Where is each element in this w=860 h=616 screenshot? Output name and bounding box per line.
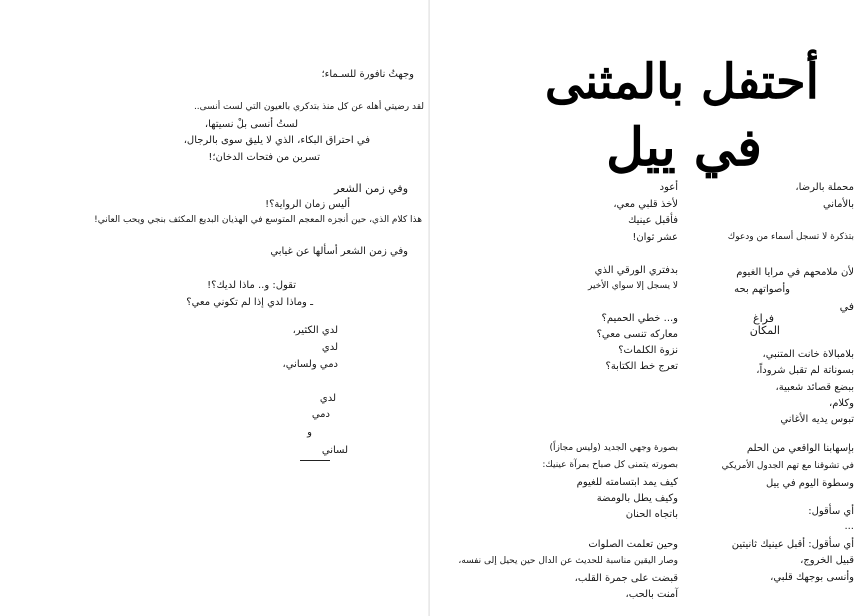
left-block5-line: و: [307, 427, 312, 438]
right-colB-line: تعرج خط الكتابة؟: [605, 361, 678, 372]
left-block5-line: دمي: [311, 409, 330, 420]
page-title-line-2: في ييل: [606, 117, 762, 178]
left-block2-line: وفي زمن الشعر: [334, 182, 408, 195]
right-colB-line: أعود: [659, 182, 678, 193]
left-intro-line: لستُ أنسى بلْ نسيتها،: [204, 119, 298, 130]
right-colB-line: بدفتري الورقي الذي: [594, 265, 678, 276]
left-block3-line: وفي زمن الشعر أسألها عن غيابي: [270, 246, 408, 257]
right-colB-line: قبضت على جمرة القلب،: [574, 573, 678, 584]
right-colA-line: ببضع قصائد شعبية،: [775, 382, 854, 393]
left-intro-line: في احتراق البكاء، الذي لا يليق سوى بالرجال،: [183, 135, 370, 146]
left-block4-line: لدي الكثير،: [292, 325, 338, 336]
right-colA-line: في تشوقنا مع تهم الجدول الأمريكي: [721, 461, 854, 471]
right-colB-line: بصورته يتمنى كل صباح بمرآة عينيك:: [542, 460, 678, 470]
right-colB-line: كيف يمد ابتسامته للغيوم: [576, 477, 678, 488]
left-block2-line: أليس زمان الرواية؟!: [265, 199, 350, 210]
right-colB-line: وحين تعلمت الصلوات: [588, 539, 678, 550]
left-block3-line: ـ وماذا لدي إذا لم تكوني معي؟: [186, 297, 313, 308]
right-colA-line: فراغ: [753, 312, 774, 325]
right-colA-line: في: [839, 300, 854, 313]
right-colA-line: تبوس يديه الأغاني: [780, 414, 854, 425]
right-colB-line: وصار اليقين مناسبة للحديث عن الدال حين يحيل إلى نفسه،: [458, 556, 678, 566]
right-colA-line: قبيل الخروج،: [800, 555, 854, 566]
left-block5-line: لدي: [319, 393, 336, 404]
left-intro-line: لقد رضيتي أهله عن كل منذ بتدكري بالعيون التي لست أنسى..: [193, 102, 424, 112]
left-intro-line: تسربن من فتحات الدخان؛!: [208, 152, 320, 163]
right-colA-line: لأن ملامحهم في مرايا الغيوم: [736, 267, 854, 278]
left-block4-line: دمي ولساني،: [282, 359, 338, 370]
kashida-stroke: [300, 460, 330, 461]
right-colA-line: محملة بالرضا،: [795, 182, 854, 193]
right-colA-line: وكلام،: [829, 398, 854, 409]
page-title-line-1: أحتفل بالمثنى: [544, 54, 819, 110]
right-colB-line: باتجاه الحنان: [625, 509, 678, 520]
right-colA-line: أي سأقول: أقبل عينيك ثانيتين: [731, 539, 854, 550]
left-block4-line: لدي: [321, 342, 338, 353]
right-colB-line: وكيف يطل بالومضة: [596, 493, 678, 504]
right-colA-line: بسوناتة لم تقبل شروداً،: [756, 365, 854, 376]
right-colB-line: بصورة وجهي الجديد (وليس مجازاً): [549, 443, 678, 453]
right-colA-line: وأصواتهم بحه: [734, 284, 790, 295]
right-colA-line: أي سأقول:: [808, 506, 854, 517]
right-colA-line: بالأماني: [822, 199, 854, 210]
right-page: [430, 0, 860, 616]
right-colA-line: وأنسى بوجهك قلبي،: [770, 572, 854, 583]
right-colB-line: عشر ثوان!: [632, 232, 678, 243]
right-colA-line: بإسهابنا الواقعي من الحلم: [746, 443, 854, 454]
right-colB-line: معاركه تنسى معي؟: [596, 329, 678, 340]
right-colB-line: لا يسجل إلا سواي الأخير: [588, 281, 678, 291]
right-colB-line: و... خطي الحميم؟: [601, 313, 678, 324]
right-colB-line: لأخذ قلبي معي،: [613, 199, 678, 210]
right-colA-line: بتذكرة لا تسجل أسماء من ودعوك: [727, 232, 854, 242]
right-colA-line: المكان: [749, 324, 780, 337]
left-block3-line: تقول: و.. ماذا لديك؟!: [207, 280, 296, 291]
right-colA-line: وسطوة اليوم في ييل: [765, 478, 854, 489]
right-colA-line: ...: [844, 521, 854, 532]
left-intro-line: وجهتُ نافورة للسـماء؛: [321, 69, 414, 80]
left-block2-line: هذا كلام الذي، حين أنجزه المعجم المتوسع في الهذيان البديع المكثف بنجي ويحب العاني!: [94, 215, 422, 225]
right-colB-line: نزوة الكلمات؟: [618, 345, 678, 356]
right-colB-line: آمنت بالحب،: [625, 589, 678, 600]
left-block5-line: لساني: [321, 445, 348, 456]
right-colA-line: بلامبالاة خانت المتنبي،: [762, 349, 854, 360]
right-colB-line: فأقبل عينيك: [628, 215, 678, 226]
